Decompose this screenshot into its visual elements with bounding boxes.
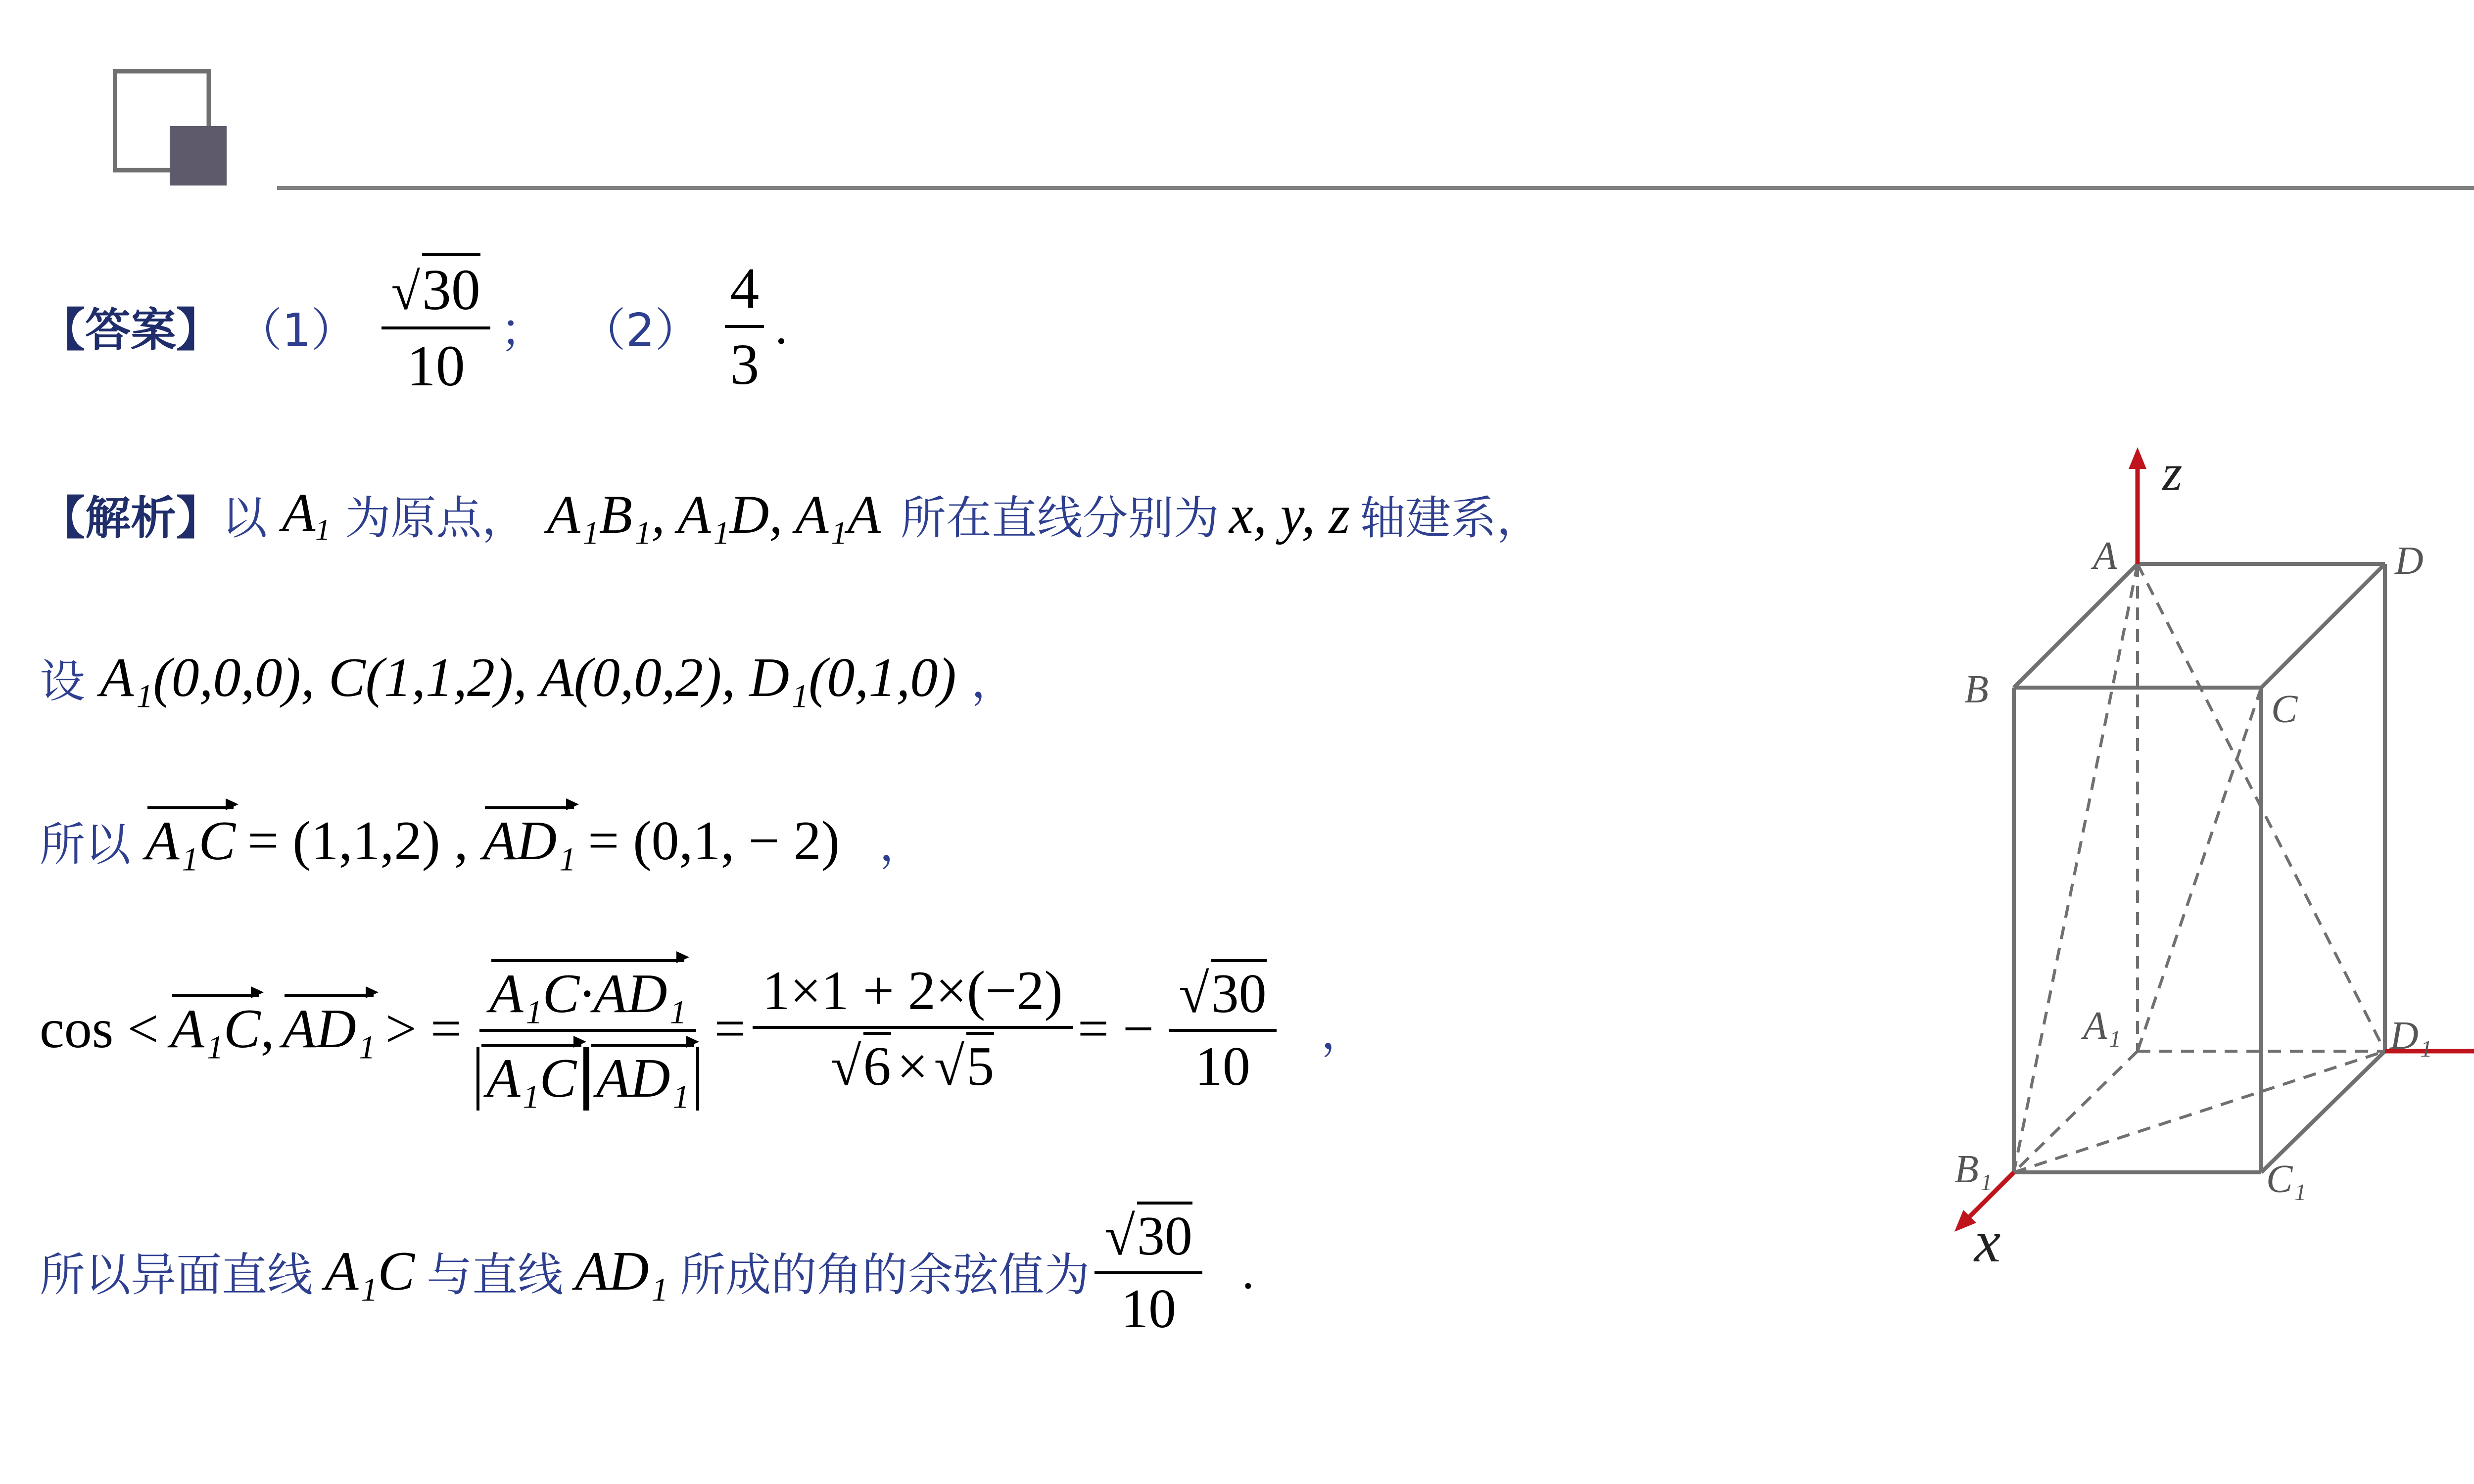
answer2-denominator: 3 xyxy=(730,332,760,397)
conclusion-a1c: A₁C xyxy=(325,1240,415,1302)
coordinates-line xyxy=(40,638,1017,717)
vector-ad1: AD₁ xyxy=(483,809,576,873)
answer1-numerator: 30 xyxy=(422,253,480,324)
analysis-line xyxy=(40,475,1542,554)
axis-names: x, y, z xyxy=(1229,484,1350,545)
square-logo-icon xyxy=(113,69,227,188)
conclusion-ad1: AD₁ xyxy=(575,1240,668,1302)
label-D: D xyxy=(2395,539,2424,583)
answer-part1-label: （1） xyxy=(237,304,357,357)
analysis-text-3: 所在直线分别为 xyxy=(900,492,1219,545)
answer-line xyxy=(40,247,787,406)
vectors-line xyxy=(40,796,925,885)
answer1-fraction: $\frac{√30}{10}$ xyxy=(381,253,490,400)
calc-numerator: 1×1 + 2×(−2) xyxy=(753,959,1073,1029)
label-C: C xyxy=(2271,688,2298,731)
cos-vector-ad1: AD₁ xyxy=(283,997,376,1061)
vector-ad1-value: = (0,1, − 2) xyxy=(588,810,840,872)
cosine-end: ， xyxy=(1321,1006,1367,1059)
label-x: x xyxy=(1974,1208,2001,1274)
vectors-end: ， xyxy=(879,818,925,871)
conclusion-line xyxy=(40,1187,1254,1355)
answer1-denominator: 10 xyxy=(406,333,465,398)
label-B: B xyxy=(1964,668,1989,711)
cosine-equation xyxy=(40,925,1367,1133)
analysis-tag: 【解析】 xyxy=(40,492,222,545)
answer-end: . xyxy=(775,299,788,354)
conclusion-text-2: 与直线 xyxy=(427,1249,564,1301)
answer-tag: 【答案】 xyxy=(40,304,222,357)
answer2-numerator: 4 xyxy=(725,255,764,328)
answer2-fraction xyxy=(720,255,769,398)
cos-eq2: = − xyxy=(1077,998,1154,1060)
cuboid-figure xyxy=(1930,445,2474,1286)
norm-ad1: AD₁ xyxy=(586,1047,699,1111)
cuboid-solid-edges xyxy=(2014,564,2385,1172)
cos-gt: > = xyxy=(385,998,462,1060)
cos-label: cos < xyxy=(40,998,159,1060)
header-rule xyxy=(277,186,2474,190)
conclusion-end: . xyxy=(1241,1244,1254,1299)
result-fraction: $\frac{√30}{10}$ xyxy=(1169,959,1276,1099)
calc-denominator: √6 × √5 xyxy=(821,1029,1004,1099)
cos-eq1: = xyxy=(714,998,746,1060)
analysis-text-2: 为原点， xyxy=(345,492,527,545)
origin-point: $A_1$ xyxy=(282,482,331,547)
cuboid-hidden-edges xyxy=(2014,564,2385,1172)
cos-vector-fraction xyxy=(467,947,709,1111)
coordinates-prefix: 设 xyxy=(40,655,86,708)
label-B1: B₁ xyxy=(1954,1148,1993,1191)
vectors-prefix: 所以 xyxy=(40,818,131,871)
dot-product: A₁C·AD₁ xyxy=(489,962,686,1026)
label-A: A xyxy=(2093,534,2117,578)
calc-fraction xyxy=(753,959,1073,1099)
answer-separator: ； xyxy=(500,304,546,357)
answer-part2-label: （2） xyxy=(580,304,701,357)
cos-vector-a1c: A₁C xyxy=(170,997,260,1061)
conclusion-text-1: 所以异面直线 xyxy=(40,1249,313,1301)
coordinates-values: A₁(0,0,0), C(1,1,2), A(0,0,2), D₁(0,1,0) xyxy=(100,647,956,708)
vector-a1c-value: = (1,1,2) , xyxy=(247,810,468,872)
label-z: z xyxy=(2162,445,2183,501)
vector-a1c: A₁C xyxy=(145,809,236,873)
label-C1: C₁ xyxy=(2266,1158,2307,1201)
coordinates-end: ， xyxy=(971,655,1017,708)
norm-a1c: A₁C xyxy=(476,1047,586,1111)
label-A1: A₁ xyxy=(2083,1004,2121,1048)
conclusion-text-3: 所成的角的余弦值为 xyxy=(680,1249,1090,1301)
analysis-text-1: 以 xyxy=(222,492,268,545)
cos-comma: , xyxy=(260,998,275,1060)
analysis-text-4: 轴建系， xyxy=(1360,492,1542,545)
conclusion-fraction: $\frac{√30}{10}$ xyxy=(1094,1202,1202,1341)
label-D1: D₁ xyxy=(2390,1014,2432,1058)
axis-lines: A₁B₁, A₁D, A₁A xyxy=(547,484,881,545)
